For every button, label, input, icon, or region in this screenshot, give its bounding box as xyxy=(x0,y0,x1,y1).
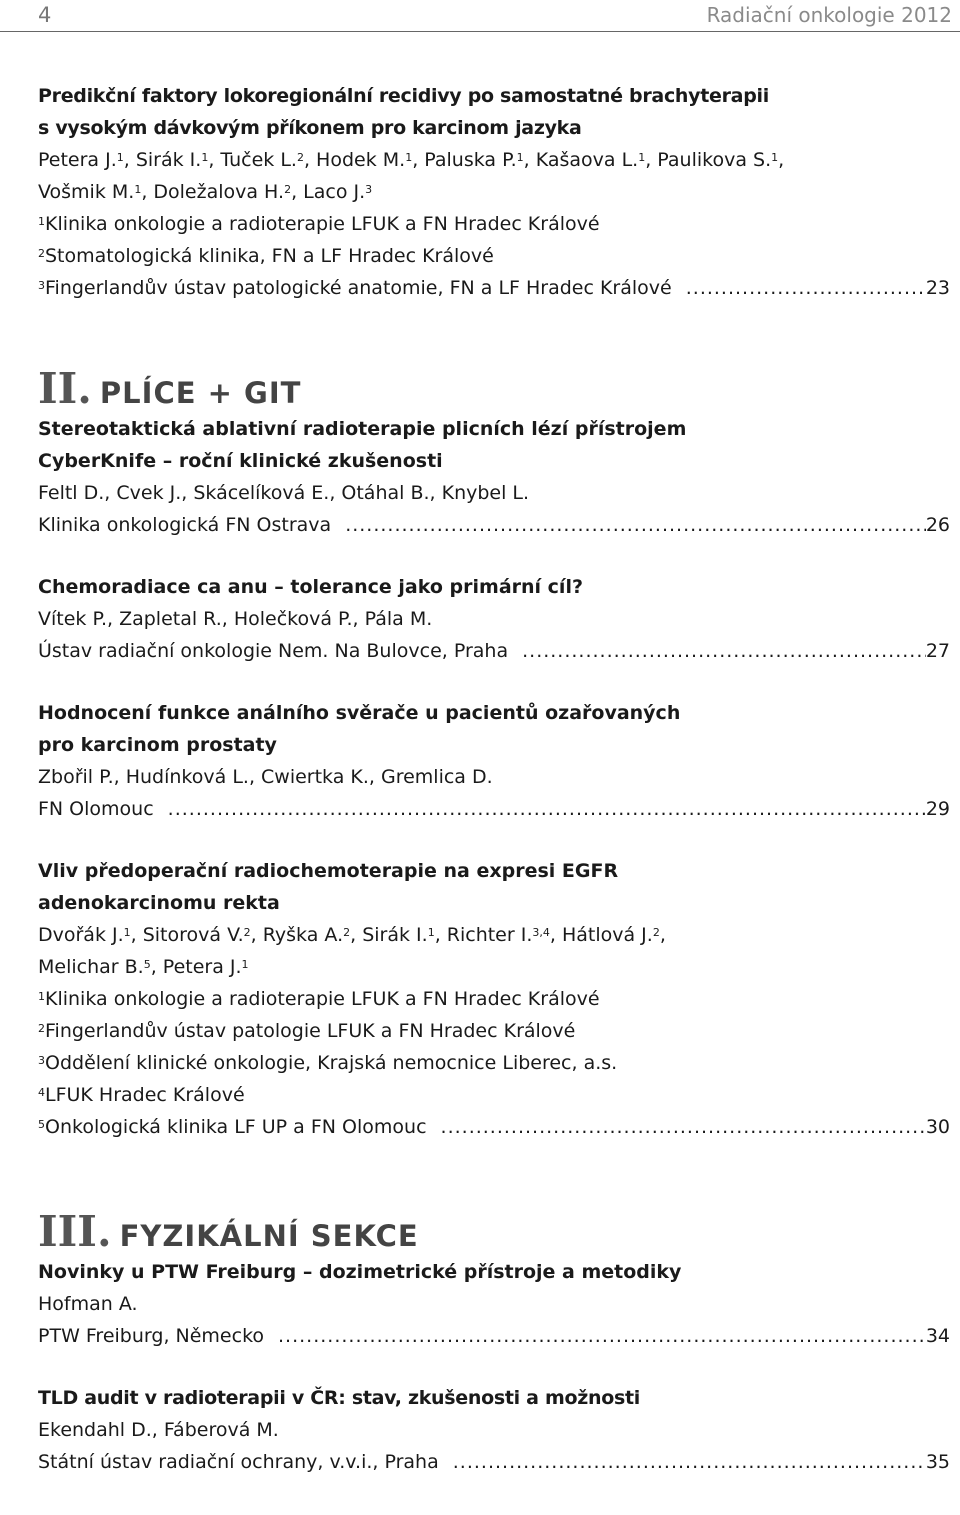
entry-title: s vysokým dávkovým příkonem pro karcinom jazyka xyxy=(38,117,582,139)
entry-authors: Vítek P., Zapletal R., Holečková P., Pála M. xyxy=(38,608,433,630)
entry-title: CyberKnife – roční klinické zkušenosti xyxy=(38,450,443,472)
entry-authors: Dvořák J.$^1$, Sitorová V.$^2$, Ryška A.$^2$, Sirák I.$^1$, Richter I.$^{3,4}$, Hátlová J.$^2$, xyxy=(38,924,666,946)
entry-affiliation: $^3$Fingerlandův ústav patologické anatomie, FN a LF Hradec Králové ..... 23 xyxy=(38,272,950,304)
section-name: FYZIKÁLNÍ SEKCE xyxy=(119,1219,419,1253)
entry-authors: Ekendahl D., Fáberová M. xyxy=(38,1419,279,1441)
entry-affiliation: $^4$LFUK Hradec Králové xyxy=(38,1084,245,1106)
entry-title: adenokarcinomu rekta xyxy=(38,892,280,914)
page-number: 4 xyxy=(38,3,52,27)
entry-title: Vliv předoperační radiochemoterapie na expresi EGFR xyxy=(38,860,619,882)
leader-dots xyxy=(686,272,926,304)
table-of-contents xyxy=(38,80,950,1478)
section-heading xyxy=(38,1207,950,1256)
page-ref[interactable]: 35 xyxy=(925,1451,950,1473)
page-ref[interactable]: 26 xyxy=(925,514,950,536)
entry-affiliation: $^2$Stomatologická klinika, FN a LF Hradec Králové xyxy=(38,245,494,267)
entry-title: Stereotaktická ablativní radioterapie plicních lézí přístrojem xyxy=(38,418,687,440)
entry-affiliation: FN Olomouc ..... 29 xyxy=(38,793,950,825)
page-ref[interactable]: 23 xyxy=(925,277,950,299)
entry-affiliation: $^1$Klinika onkologie a radioterapie LFUK a FN Hradec Králové xyxy=(38,213,600,235)
entry-authors: Vošmik M.$^1$, Doležalova H.$^2$, Laco J.$^3$ xyxy=(38,181,373,203)
toc-entry xyxy=(38,855,950,1143)
page-ref[interactable]: 30 xyxy=(925,1116,950,1138)
entry-title: Chemoradiace ca anu – tolerance jako primární cíl? xyxy=(38,576,583,598)
toc-entry xyxy=(38,697,950,825)
entry-authors: Melichar B.$^5$, Petera J.$^1$ xyxy=(38,956,249,978)
entry-affiliation: $^1$Klinika onkologie a radioterapie LFUK a FN Hradec Králové xyxy=(38,988,600,1010)
entry-title: TLD audit v radioterapii v ČR: stav, zkušenosti a možnosti xyxy=(38,1387,640,1409)
section-name: PLÍCE + GIT xyxy=(99,376,302,410)
journal-title: Radiační onkologie 2012 xyxy=(706,3,952,27)
leader-dots xyxy=(278,1320,926,1352)
entry-title: Hodnocení funkce análního svěrače u pacientů ozařovaných xyxy=(38,702,681,724)
section-number: III. xyxy=(38,1207,112,1256)
leader-dots xyxy=(441,1111,926,1143)
page-ref[interactable]: 34 xyxy=(925,1325,950,1347)
toc-entry xyxy=(38,1382,950,1478)
page-ref[interactable]: 29 xyxy=(925,798,950,820)
section-heading xyxy=(38,364,950,413)
header-rule xyxy=(0,31,960,32)
page-ref[interactable]: 27 xyxy=(925,640,950,662)
leader-dots xyxy=(168,793,926,825)
entry-title: Novinky u PTW Freiburg – dozimetrické přístroje a metodiky xyxy=(38,1261,682,1283)
entry-affiliation: PTW Freiburg, Německo ..... 34 xyxy=(38,1320,950,1352)
entry-affiliation: Klinika onkologická FN Ostrava ..... 26 xyxy=(38,509,950,541)
entry-authors: Hofman A. xyxy=(38,1293,138,1315)
section-number: II. xyxy=(38,364,92,413)
entry-affiliation: Státní ústav radiační ochrany, v.v.i., Praha ..... 35 xyxy=(38,1446,950,1478)
entry-authors: Zbořil P., Hudínková L., Cwiertka K., Gremlica D. xyxy=(38,766,493,788)
leader-dots xyxy=(345,509,926,541)
entry-affiliation: $^3$Oddělení klinické onkologie, Krajská nemocnice Liberec, a.s. xyxy=(38,1052,618,1074)
entry-affiliation: Ústav radiační onkologie Nem. Na Bulovce, Praha ..... 27 xyxy=(38,635,950,667)
toc-entry xyxy=(38,1256,950,1352)
entry-affiliation: $^2$Fingerlandův ústav patologie LFUK a FN Hradec Králové xyxy=(38,1020,576,1042)
toc-entry xyxy=(38,413,950,541)
entry-title: Predikční faktory lokoregionální recidivy po samostatné brachyterapii xyxy=(38,85,769,107)
entry-authors: Feltl D., Cvek J., Skácelíková E., Otáhal B., Knybel L. xyxy=(38,482,530,504)
entry-authors: Petera J.$^1$, Sirák I.$^1$, Tuček L.$^2$, Hodek M.$^1$, Paluska P.$^1$, Kašaova L.$^1$, Paulikova S.$^1$, xyxy=(38,149,785,171)
entry-affiliation: $^5$Onkologická klinika LF UP a FN Olomouc ..... 30 xyxy=(38,1111,950,1143)
entry-title: pro karcinom prostaty xyxy=(38,734,277,756)
leader-dots xyxy=(453,1446,926,1478)
toc-entry xyxy=(38,80,950,304)
page-header xyxy=(0,0,960,30)
toc-entry xyxy=(38,571,950,667)
leader-dots xyxy=(522,635,926,667)
